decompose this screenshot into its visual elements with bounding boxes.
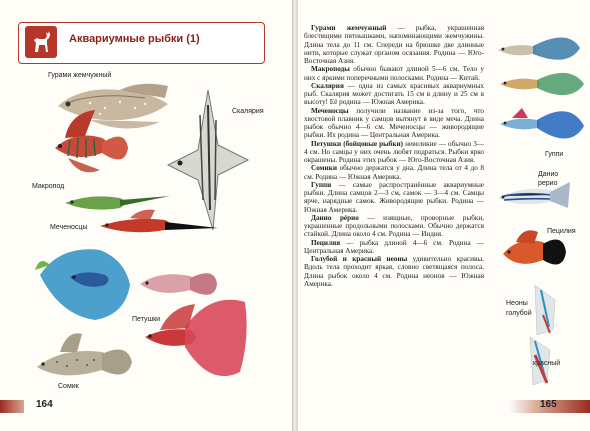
macropod-fish-illustration xyxy=(40,108,130,183)
page-title: Аквариумные рыбки (1) xyxy=(69,33,200,45)
label-neon-red: красный xyxy=(533,360,561,367)
label-swordtail: Меченосцы xyxy=(50,224,88,231)
article-paragraph: Данио рéрио — изящные, проворные рыбки, украшенные продольными полосками. Обычно держатся стайкой. Длина около 4 см. Родина — Индия. xyxy=(304,213,484,239)
guppy-blue-fish-illustration xyxy=(492,100,587,152)
chapter-header xyxy=(18,22,265,64)
cockerel-red-fish-illustration xyxy=(140,292,250,387)
deer-logo-icon xyxy=(25,26,57,58)
label-platy: Пецилия xyxy=(547,228,576,235)
guppy-fish-illustration xyxy=(492,62,587,104)
label-catfish: Сомик xyxy=(58,383,79,390)
article-paragraph: Макроподы обычно бывают длиной 5—6 см. Тело у них с яркими поперечными полосками. Родина — Китай. xyxy=(304,65,484,82)
article-paragraph: Скалярия — одна из самых красивых аквариумных рыб. Скалярия может достигать 15 см в длину и 25 см в высоту! Её родина — Южная Америка. xyxy=(304,81,484,107)
left-folio-bar xyxy=(0,400,24,413)
article-paragraph: Петушки (бойцовые рыбки) невеликие — обычно 3—4 см. Но самцы у них очень любят подраться. Рыбки ярко окрашены. Родина этих рыбок — Юго-Восточная Азия. xyxy=(304,139,484,164)
label-danio: Данио рерио xyxy=(538,171,559,187)
neon-fish-illustration xyxy=(505,275,575,395)
book-gutter xyxy=(292,0,298,431)
right-page-number: 165 xyxy=(540,399,557,410)
left-page-number: 164 xyxy=(36,399,53,410)
article-paragraph: Гуппи — самые распространённые аквариумные рыбки. Длина самцов 2—3 см, самок — 3—4 см. Самцы ярче, нарядные самок. Живородящие рыбки. Родина — Южная Америка. xyxy=(304,180,484,214)
label-neon-blue: голубой xyxy=(506,310,532,317)
label-cockerel: Петушки xyxy=(132,316,161,323)
label-scalaria: Скалярия xyxy=(232,108,264,115)
article-paragraph: Гурами жемчужный — рыбка, украшенная блестящими пятнышками, напоминающими жемчужины. Длина тела до 11 см. Спереди на брюшке две длинные нити, которые служат органом осязания. Родина — Юго-Восточная Азия. xyxy=(304,24,484,65)
cockerel-blue-fish-illustration xyxy=(30,245,140,325)
catfish-fish-illustration xyxy=(32,322,137,392)
article-text xyxy=(304,24,484,288)
article-paragraph: Сомики обычно держатся у дна. Длина тела от 4 до 8 см. Родина — Южная Америка. xyxy=(304,164,484,181)
article-paragraph: Пецилия — рыбка длиной 4—6 см. Родина — Центральная Америка. xyxy=(304,238,484,255)
label-guppy: Гуппи xyxy=(545,151,564,158)
article-paragraph: Голубой и красный неоны удивительно красивы. Вдоль тела проходит яркая, словно светящаяся полоса. Длина рыбок около 4 см. Родина неонов — Южная Америка. xyxy=(304,255,484,288)
label-gourami: Гурами жемчужный xyxy=(48,72,112,79)
label-neons: Неоны xyxy=(506,300,528,307)
swordtail-fish-illustration xyxy=(60,188,220,243)
label-macropod: Макропод xyxy=(32,183,65,190)
article-paragraph: Меченосцы получили название из-за того, что хвостовой плавник у самцов вытянут в виде меча. Длина рыбок обычно 4—6 см. Меченосцы — живородящие рыбки. Их родина — Центральная Америка. xyxy=(304,106,484,140)
